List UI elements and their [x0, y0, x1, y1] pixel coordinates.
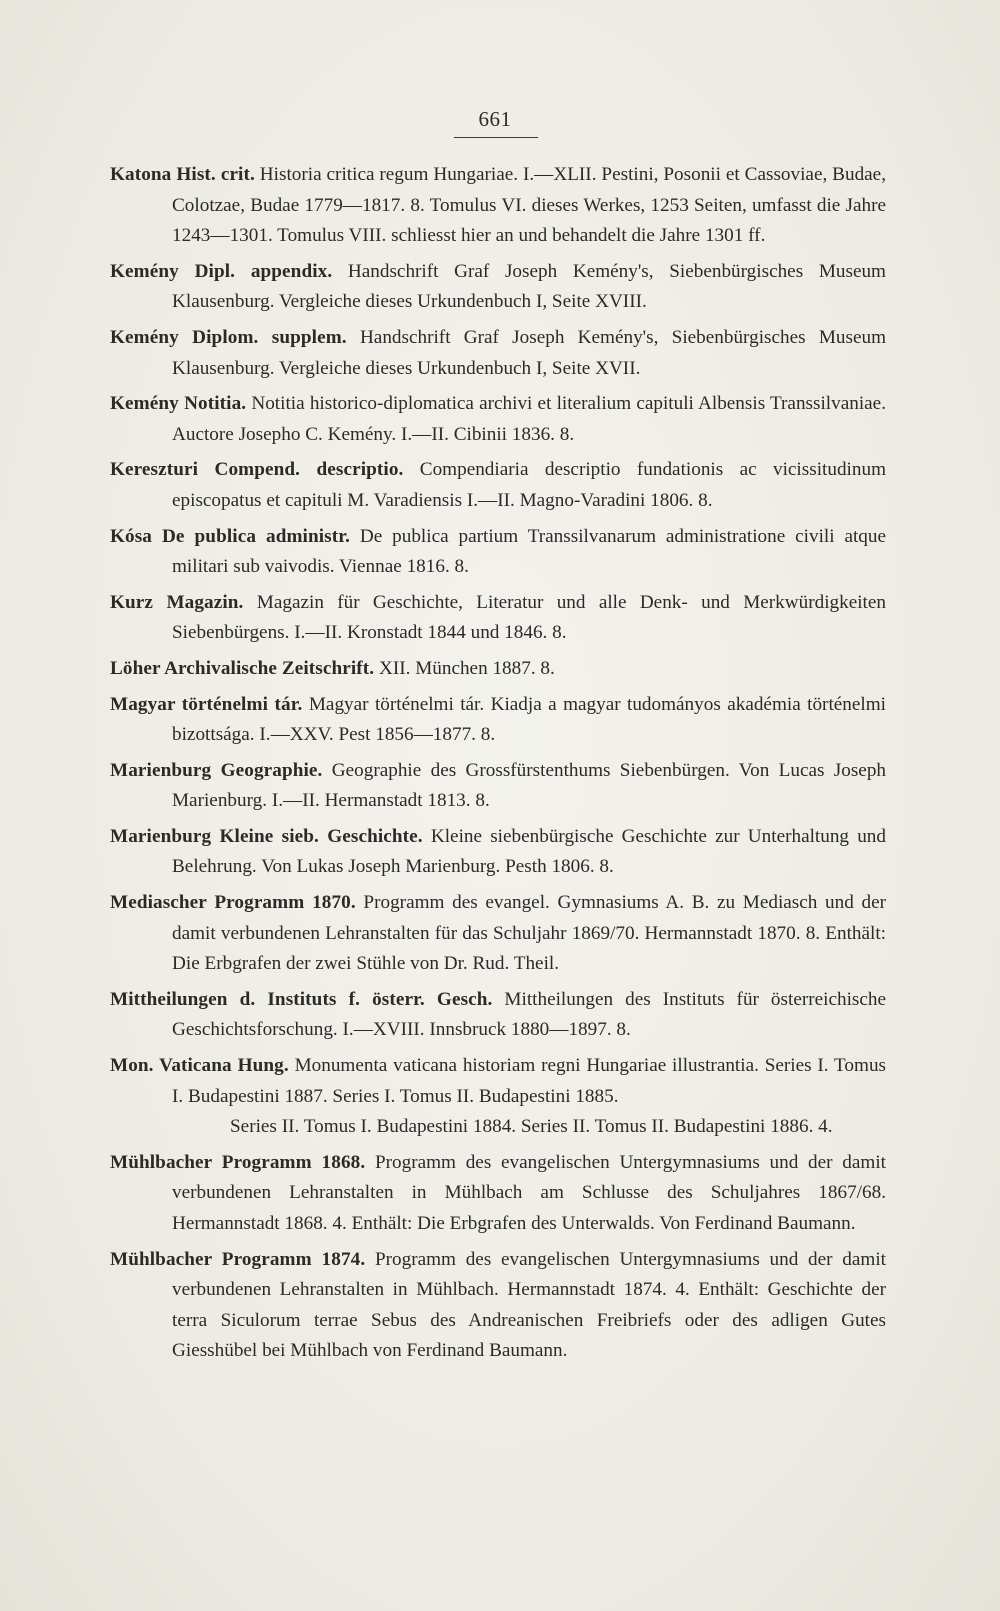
bibliography-entry [110, 160, 886, 252]
bibliography-entry [110, 822, 886, 883]
bibliography-entry [110, 1148, 886, 1240]
entry-text: Handschrift Graf Joseph Kemény's, Siebenbürgisches Museum Klausenburg. Vergleiche dieses Urkundenbuch I, Seite XVII. [172, 326, 886, 379]
bibliography-entry [110, 888, 886, 980]
bibliography-entry [110, 522, 886, 583]
bibliography-entry [110, 985, 886, 1046]
entry-abbreviation: Kemény Dipl. appendix. [110, 260, 333, 282]
entry-abbreviation: Marienburg Kleine sieb. Geschichte. [110, 825, 423, 847]
entry-text: Magazin für Geschichte, Literatur und alle Denk- und Merkwürdigkeiten Siebenbürgens. I.—II. Kronstadt 1844 und 1846. 8. [172, 591, 887, 644]
bibliography-entry [110, 588, 886, 649]
bibliography-entry [110, 1051, 886, 1112]
entry-abbreviation: Kurz Magazin. [110, 591, 244, 613]
entry-text: Geographie des Grossfürstenthums Siebenbürgen. Von Lucas Joseph Marienburg. I.—II. Hermanstadt 1813. 8. [172, 759, 887, 812]
entry-abbreviation: Marienburg Geographie. [110, 759, 323, 781]
bibliography-entry [110, 455, 886, 516]
entry-text: Programm des evangel. Gymnasiums A. B. zu Mediasch und der damit verbundenen Lehranstalten für das Schuljahr 1869/70. Hermannstadt 1870. 8. Enthält: Die Erbgrafen der zwei Stühle von Dr. Rud. Theil. [172, 892, 887, 975]
entry-text: Magyar történelmi tár. Kiadja a magyar tudományos akadémia történelmi bizottsága. I.—XXV. Pest 1856—1877. 8. [172, 693, 886, 746]
entry-abbreviation: Mühlbacher Programm 1868. [110, 1151, 366, 1173]
page-number-rule [454, 137, 538, 138]
entry-abbreviation: Mon. Vaticana Hung. [110, 1055, 289, 1077]
entry-text: Notitia historico-diplomatica archivi et literalium capituli Albensis Transsilvaniae. Auctore Josepho C. Kemény. I.—II. Cibinii 1836. 8. [172, 393, 886, 445]
bibliography-entry [110, 389, 886, 450]
entry-text: Monumenta vaticana historiam regni Hungariae illustrantia. Series I. Tomus I. Budapestini 1887. Series I. Tomus II. Budapestini 1885. [172, 1055, 887, 1107]
bibliography-entry [110, 654, 886, 685]
page-number: 661 [478, 107, 512, 131]
entry-abbreviation: Mediascher Programm 1870. [110, 892, 356, 914]
entry-text: De publica partium Transsilvanarum administratione civili atque militari sub vaivodis. Viennae 1816. 8. [172, 525, 887, 578]
bibliography-entry [110, 1245, 886, 1367]
entry-text: Kleine siebenbürgische Geschichte zur Unterhaltung und Belehrung. Von Lukas Joseph Marienburg. Pesth 1806. 8. [172, 825, 886, 878]
bibliography-entry [110, 323, 886, 384]
bibliography-list [110, 160, 886, 1372]
entry-abbreviation: Kemény Notitia. [110, 393, 247, 415]
bibliography-entry-continuation [110, 1112, 886, 1143]
entry-text: Handschrift Graf Joseph Kemény's, Siebenbürgisches Museum Klausenburg. Vergleiche dieses Urkundenbuch I, Seite XVIII. [172, 260, 886, 313]
entry-abbreviation: Mühlbacher Programm 1874. [110, 1248, 366, 1270]
entry-text: Programm des evangelischen Untergymnasiums und der damit verbundenen Lehranstalten in Mühlbach. Hermannstadt 1874. 4. Enthält: Geschichte der terra Siculorum terrae Sebus des Andreanischen Freibriefs oder des adligen Gutes Giesshübel bei Mühlbach von Ferdinand Baumann. [172, 1248, 886, 1362]
entry-abbreviation: Katona Hist. crit. [110, 164, 255, 185]
entry-text: Series II. Tomus I. Budapestini 1884. Series II. Tomus II. Budapestini 1886. 4. [230, 1116, 833, 1138]
entry-abbreviation: Mittheilungen d. Instituts f. österr. Gesch. [110, 988, 493, 1010]
entry-abbreviation: Kósa De publica administr. [110, 525, 350, 547]
entry-text: Compendiaria descriptio fundationis ac vicissitudinum episcopatus et capituli M. Varadiensis I.—II. Magno-Varadini 1806. 8. [172, 459, 886, 511]
entry-text: Historia critica regum Hungariae. I.—XLII. Pestini, Posonii et Cassoviae, Budae, Colotzae, Budae 1779—1817. 8. Tomulus VI. dieses Werkes, 1253 Seiten, umfasst die Jahre 1243—1301. Tomulus VIII. schliesst hier an und behandelt die Jahre 1301 ff. [172, 164, 886, 247]
bibliography-entry [110, 690, 886, 751]
entry-text: Programm des evangelischen Untergymnasiums und der damit verbundenen Lehranstalten in Mühlbach am Schlusse des Schuljahres 1867/68. Hermannstadt 1868. 4. Enthält: Die Erbgrafen des Unterwalds. Von Ferdinand Baumann. [172, 1151, 886, 1234]
entry-abbreviation: Kereszturi Compend. descriptio. [110, 459, 404, 481]
entry-text: XII. München 1887. 8. [374, 657, 555, 679]
entry-abbreviation: Kemény Diplom. supplem. [110, 326, 347, 348]
bibliography-entry [110, 257, 886, 318]
bibliography-entry [110, 756, 886, 817]
entry-text: Mittheilungen des Instituts für österreichische Geschichtsforschung. I.—XVIII. Innsbruck 1880—1897. 8. [172, 988, 886, 1041]
entry-abbreviation: Löher Archivalische Zeitschrift. [110, 657, 375, 679]
entry-abbreviation: Magyar történelmi tár. [110, 693, 303, 715]
